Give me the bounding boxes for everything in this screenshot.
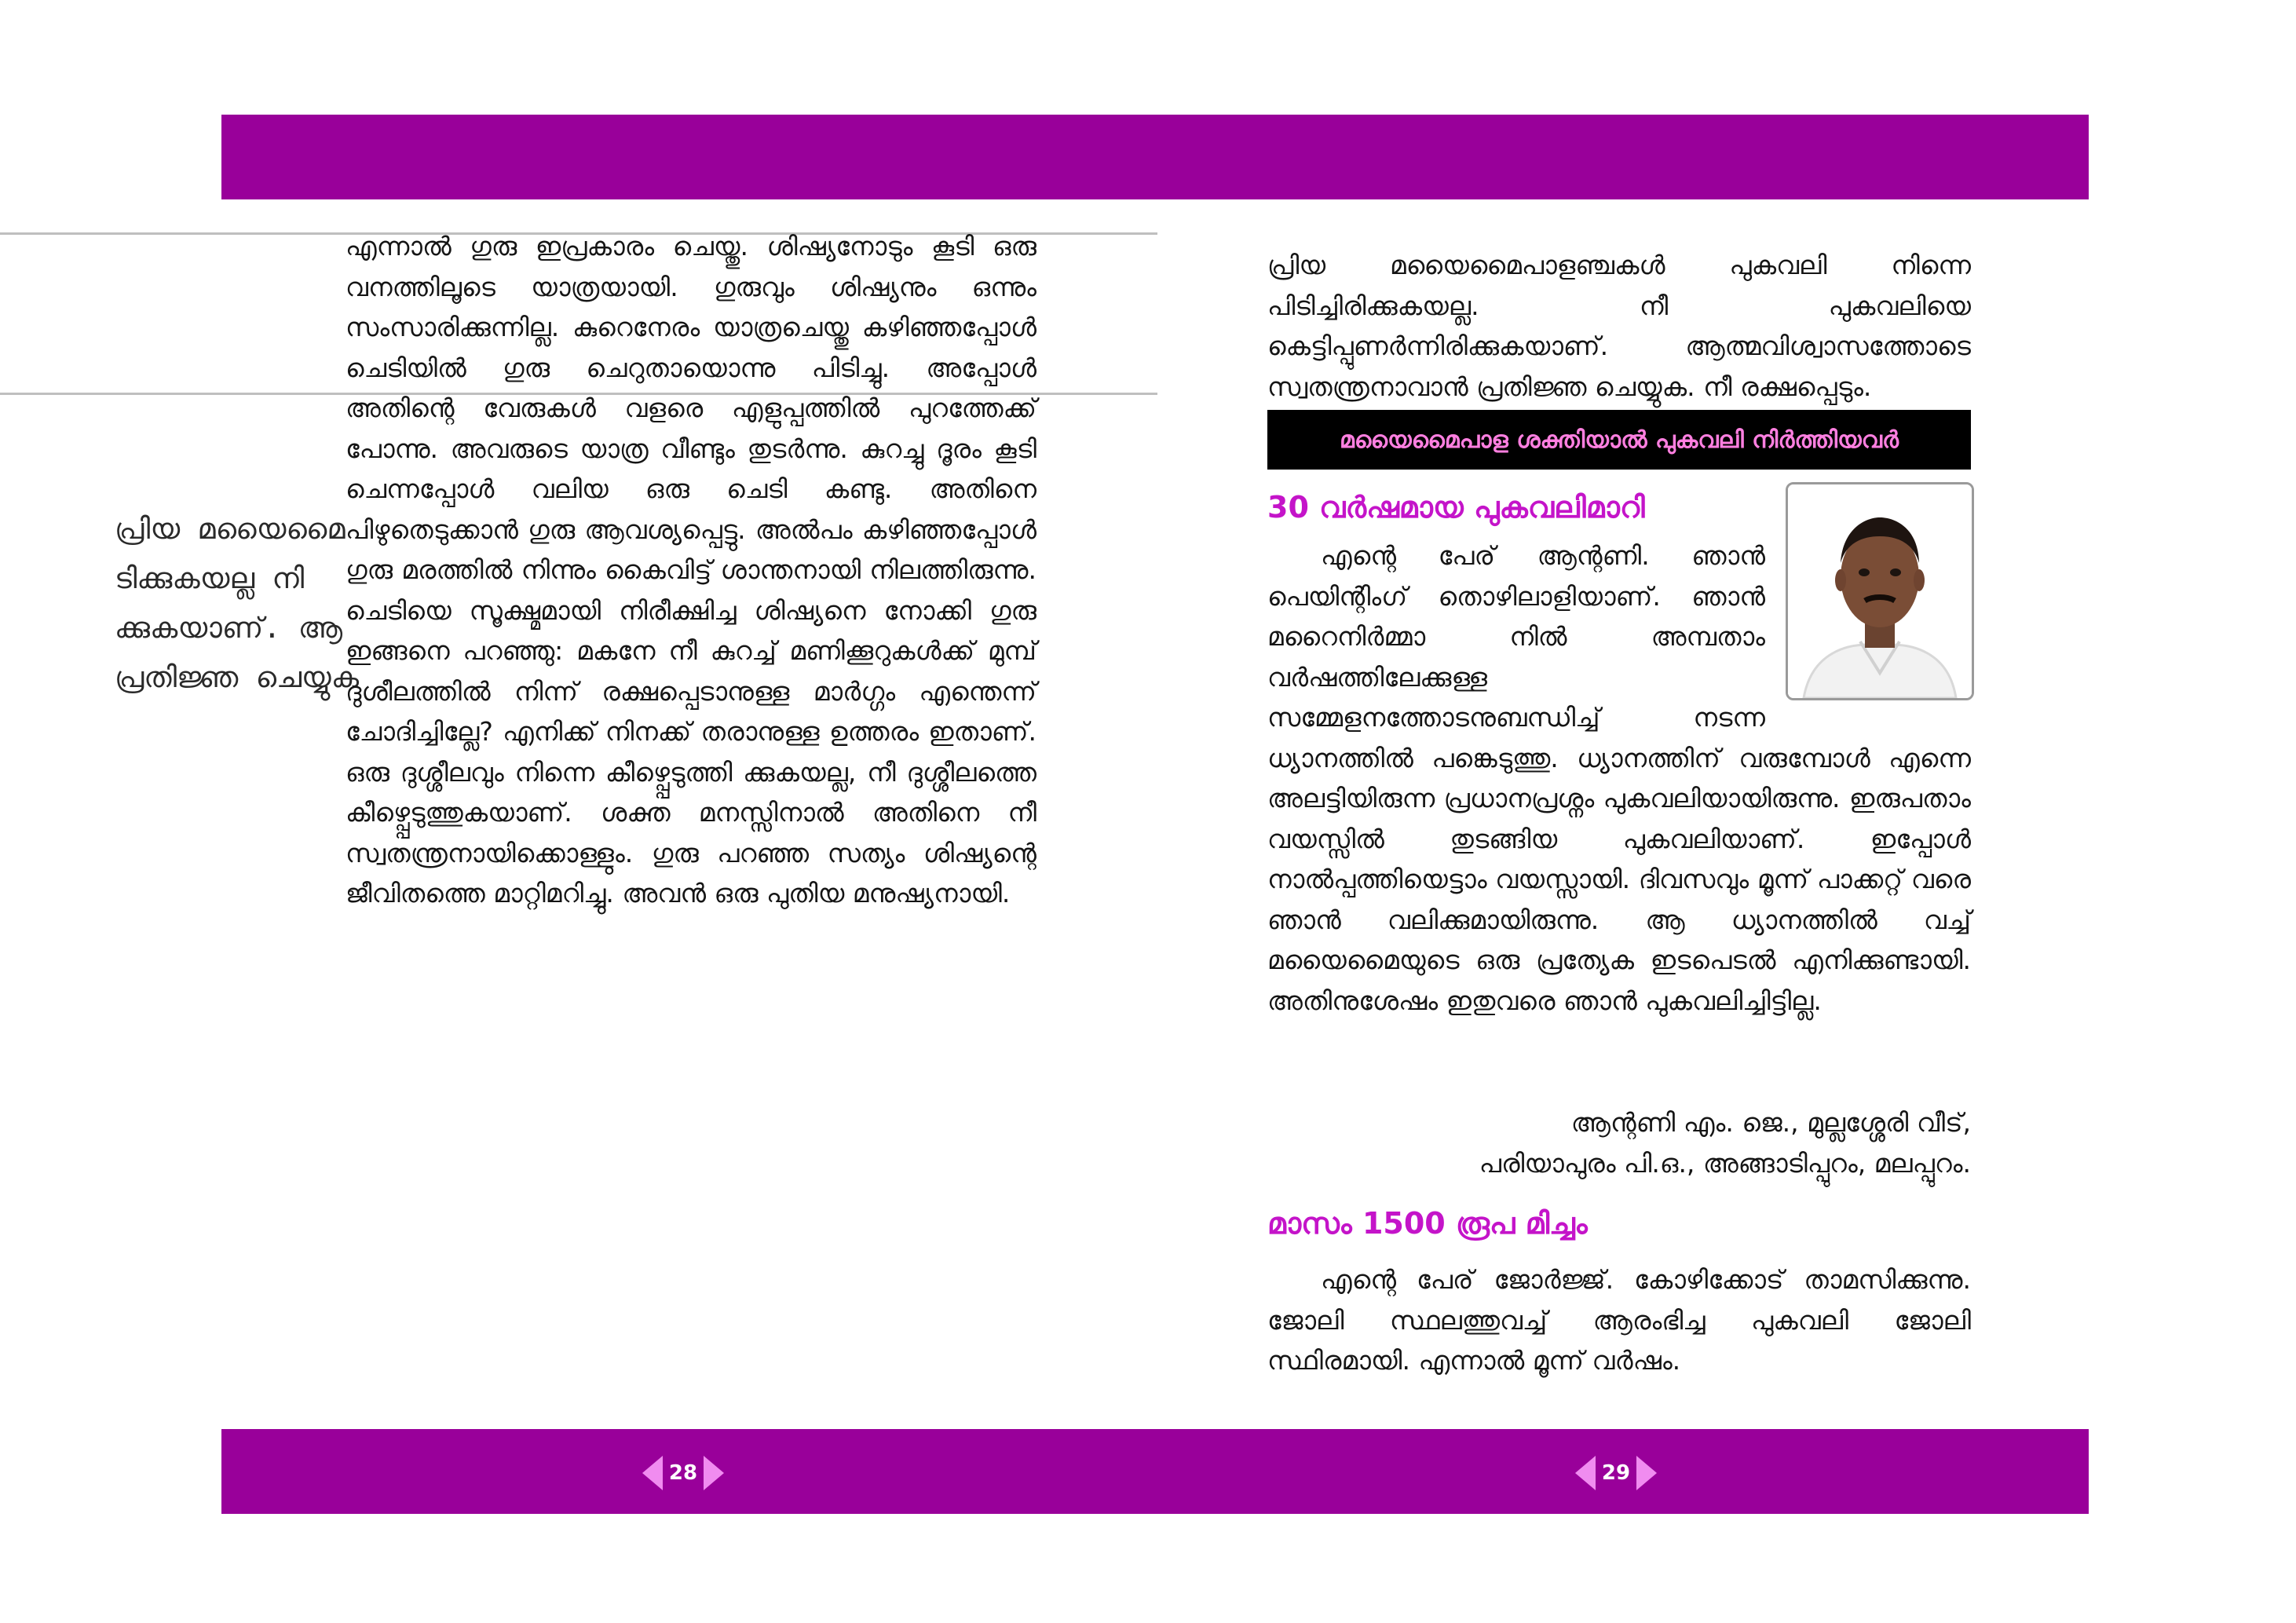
ghost-line: പ്രിയ മയൈമൈ	[115, 512, 345, 546]
next-arrow-icon	[704, 1456, 724, 1490]
signature-line-2: പരിയാപുരം പി.ഒ., അങ്ങാടിപ്പുറം, മലപ്പുറം.	[1479, 1148, 1971, 1179]
story2-body	[1267, 1259, 1971, 1381]
ghost-line: പ്രതിജ്ഞ ചെയ്യുക	[115, 660, 359, 694]
intro-text: പ്രിയ മയൈമൈപാളഞ്ചകൾ പുകവലി നിന്നെ പിടിച്ചിരിക്കുകയല്ല. നീ പുകവലിയെ കെട്ടിപ്പുണർന്നിരിക്കുകയാണ്. ആത്മവിശ്വാസത്തോടെ സ്വതന്ത്രനാവാൻ പ്രതിജ്ഞ ചെയ്യുക. നീ രക്ഷപ്പെടും.	[1267, 250, 1971, 402]
page-number-28: 28	[668, 1461, 698, 1485]
right-page-number	[1575, 1451, 1657, 1495]
story1-body	[1267, 536, 1971, 1085]
next-arrow-icon	[1636, 1456, 1657, 1490]
top-magenta-band	[221, 115, 2089, 199]
story2-title: മാസം 1500 രൂപ മിച്ചം	[1267, 1206, 1588, 1241]
story1-title: 30 വർഷമായ പുകവലിമാറി	[1267, 490, 1645, 525]
ghost-line: ടിക്കുകയല്ല നി	[115, 561, 305, 595]
ghost-line: ക്കുകയാണ്. ആ	[115, 611, 343, 645]
right-page-intro	[1267, 245, 1971, 407]
signature-line-1: ആന്റണി എം. ജെ., മുല്ലശ്ശേരി വീട്,	[1570, 1107, 1971, 1138]
story1-signature	[1267, 1102, 1971, 1184]
left-body-text: എന്നാൽ ഗുരു ഇപ്രകാരം ചെയ്തു. ശിഷ്യനോടും കൂടി ഒരു വനത്തിലൂടെ യാത്രയായി. ഗുരുവും ശിഷ്യനും ഒന്നും സംസാരിക്കുന്നില്ല. കുറെനേരം യാത്രചെയ്തു കഴിഞ്ഞപ്പോൾ ചെടിയിൽ ഗുരു ചെറുതായൊന്നു പിടിച്ചു. അപ്പോൾ അതിന്റെ വേരുകൾ വളരെ എളുപ്പത്തിൽ പുറത്തേക്ക് പോന്നു. അവരുടെ യാത്ര വീണ്ടും തുടർന്നു. കുറച്ചു ദൂരം കൂടി ചെന്നപ്പോൾ വലിയ ഒരു ചെടി കണ്ടു. അതിനെ പിഴുതെടുക്കാൻ ഗുരു ആവശ്യപ്പെട്ടു. അൽപം കഴിഞ്ഞപ്പോൾ ഗുരു മരത്തിൽ നിന്നും കൈവിട്ട് ശാന്തനായി നിലത്തിരുന്നു. ചെടിയെ സൂക്ഷ്മമായി നിരീക്ഷിച്ച ശിഷ്യനെ നോക്കി ഗുരു ഇങ്ങനെ പറഞ്ഞു: മകനേ നീ കുറച്ച് മണിക്കൂറുകൾക്ക് മുമ്പ് ദുശീലത്തിൽ നിന്ന് രക്ഷപ്പെടാനുള്ള മാർഗ്ഗം എന്തെന്ന് ചോദിച്ചില്ലേ? എനിക്ക് നിനക്ക് തരാനുള്ള ഉത്തരം ഇതാണ്. ഒരു ദുശ്ശീലവും നിന്നെ കീഴ്പ്പെടുത്തി ക്കുകയല്ല, നീ ദുശ്ശീലത്തെ കീഴ്പ്പെടുത്തുകയാണ്. ശക്ത മനസ്സിനാൽ അതിനെ നീ സ്വതന്ത്രനായിക്കൊള്ളും. ഗുരു പറഞ്ഞ സത്യം ശിഷ്യന്റെ ജീവിതത്തെ മാറ്റിമറിച്ചു. അവൻ ഒരു പുതിയ മനുഷ്യനായി.	[345, 231, 1036, 908]
page-number-29: 29	[1601, 1461, 1631, 1485]
left-page-number	[642, 1451, 724, 1495]
story2-text: എന്റെ പേര് ജോർജ്ജ്. കോഴിക്കോട് താമസിക്കുന്നു. ജോലി സ്ഥലത്തുവച്ച് ആരംഭിച്ച പുകവലി ജോലി സ്ഥിരമായി. എന്നാൽ മൂന്ന് വർഷം.	[1267, 1264, 1971, 1376]
story1-text: എന്റെ പേര് ആന്റണി. ഞാൻ പെയിന്റിംഗ് തൊഴിലാളിയാണ്. ഞാൻ മറൈനിർമ്മാ നിൽ അമ്പതാം വർഷത്തിലേക്കുള്ള സമ്മേളനത്തോടനുബന്ധിച്ച് നടന്ന ധ്യാനത്തിൽ പങ്കെടുത്തു. ധ്യാനത്തിന് വരുമ്പോൾ എന്നെ അലട്ടിയിരുന്ന പ്രധാനപ്രശ്നം പുകവലിയായിരുന്നു. ഇരുപതാം വയസ്സിൽ തുടങ്ങിയ പുകവലിയാണ്. ഇപ്പോൾ നാൽപ്പത്തിയെട്ടാം വയസ്സായി. ദിവസവും മൂന്ന് പാക്കറ്റ് വരെ ഞാൻ വലിക്കുമായിരുന്നു. ആ ധ്യാനത്തിൽ വച്ച് മയൈമൈയുടെ ഒരു പ്രത്യേക ഇടപെടൽ എനിക്കുണ്ടായി. അതിനുശേഷം ഇതുവരെ ഞാൻ പുകവലിച്ചിട്ടില്ല.	[1267, 540, 1971, 1016]
section-banner-label: മയൈമൈപാള ശക്തിയാൽ പുകവലി നിർത്തിയവർ	[1340, 426, 1899, 454]
photo-spacer	[1765, 536, 1971, 704]
bottom-magenta-band	[221, 1429, 2089, 1514]
section-banner	[1267, 410, 1971, 470]
prev-arrow-icon	[642, 1456, 663, 1490]
prev-arrow-icon	[1575, 1456, 1596, 1490]
ghost-text-block	[115, 504, 359, 702]
left-page-column	[345, 226, 1036, 1365]
